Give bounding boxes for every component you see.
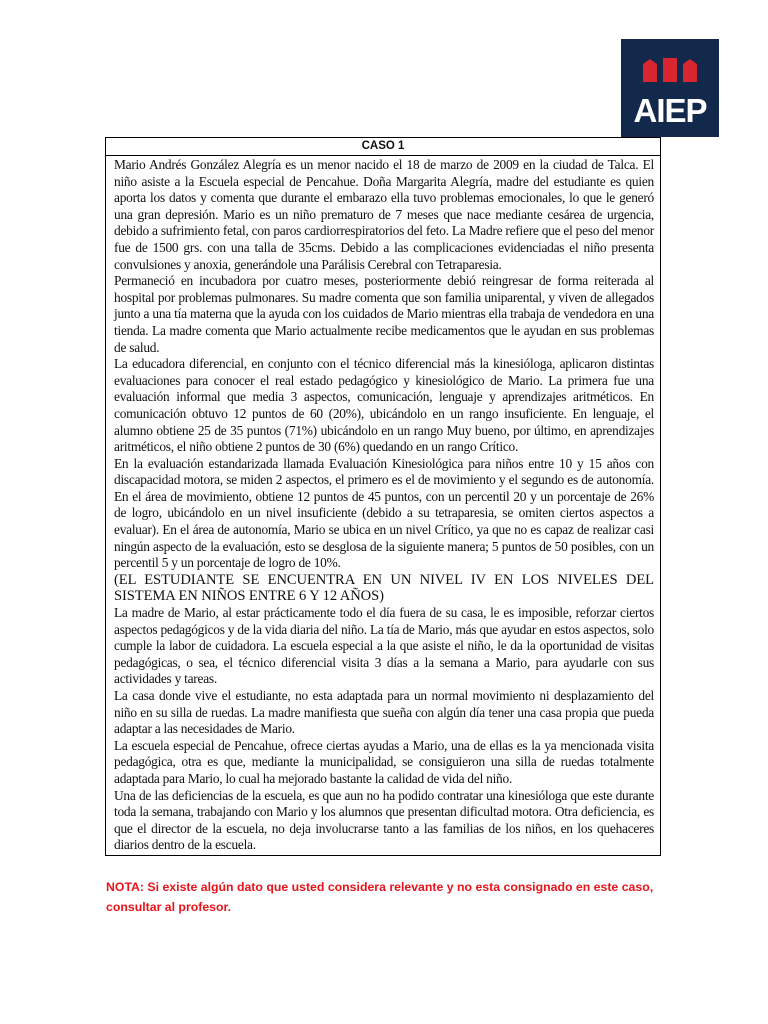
case-paragraph: La casa donde vive el estudiante, no esta adaptada para un normal movimiento ni desplazamiento del niño en su silla de ruedas. La madre manifiesta que sueña con algún día tener una casa propia que pueda adaptar a las necesidades de Mario. [114, 688, 654, 737]
note-text: NOTA: Si existe algún dato que usted considera relevante y no esta consignado en este caso, consultar al profesor. [106, 880, 654, 914]
case-title: CASO 1 [106, 138, 660, 156]
case-paragraph: Mario Andrés González Alegría es un menor nacido el 18 de marzo de 2009 en la ciudad de Talca. El niño asiste a la Escuela especial de Pencahue. Doña Margarita Alegría, madre del estudiante es quien aporta los datos y comenta que durante el embarazo ella tuvo problemas emocionales, lo que le generó una gran depresión. Mario es un niño prematuro de 7 meses que nace mediante cesárea de urgencia, debido a sufrimiento fetal, con paros cardiorrespiratorios del feto. La Madre refiere que el peso del menor fue de 1500 grs. con una talla de 35cms. Debido a las complicaciones evidenciadas el niño presenta convulsiones y anoxia, generándole una Parálisis Cerebral con Tetraparesia. [114, 157, 654, 272]
case-paragraph: En la evaluación estandarizada llamada Evaluación Kinesiológica para niños entre 10 y 15 años con discapacidad motora, se miden 2 aspectos, el primero es el de movimiento y el segundo es de autonomía. En el área de movimiento, obtiene 12 puntos de 45 puntos, con un percentil 20 y un porcentaje de 26% de logro, ubicándolo en un nivel insuficiente (debido a su tetraparesia, se omiten ciertos aspectos a evaluar). En el área de autonomía, Mario se ubica en un nivel Crítico, ya que no es capaz de realizar casi ningún aspecto de la evaluación, esto se desglosa de la siguiente manera; 5 puntos de 50 posibles, con un percentil 5 y un porcentaje de logro de 10%. [114, 455, 654, 571]
case-level-statement: (EL ESTUDIANTE SE ENCUENTRA EN UN NIVEL IV EN LOS NIVELES DEL SISTEMA EN NIÑOS ENTRE 6 Y 12 AÑOS) [114, 571, 654, 605]
case-table [105, 137, 661, 856]
case-paragraph: La escuela especial de Pencahue, ofrece ciertas ayudas a Mario, una de ellas es la ya mencionada visita pedagógica, otra es que, mediante la municipalidad, se consiguieron una silla de ruedas totalmente adaptada para Mario, lo cual ha mejorado bastante la calidad de vida del niño. [114, 737, 654, 786]
case-body [106, 156, 660, 855]
aiep-logo [621, 39, 719, 137]
case-paragraph: La madre de Mario, al estar prácticamente todo el día fuera de su casa, le es imposible, reforzar ciertos aspectos pedagógicos y de la vida diaria del niño. La tía de Mario, más que ayudar en estos aspectos, solo cumple la labor de cuidadora. La escuela especial a la que asiste el niño, le da la oportunidad de visitas pedagógicas, o sea, el técnico diferencial visita 3 días a la semana a Mario, para ayudarle con sus actividades y tareas. [114, 605, 654, 687]
case-paragraph: Una de las deficiencias de la escuela, es que aun no ha podido contratar una kinesióloga que este durante toda la semana, trabajando con Mario y los alumnos que presentan dificultad motora. Otra deficiencia, es que el director de la escuela, no deja involucrarse tanto a las familias de los niños, en los quehaceres diarios dentro de la escuela. [114, 787, 654, 853]
logo-text: AIEP [633, 92, 707, 129]
case-paragraph: La educadora diferencial, en conjunto con el técnico diferencial más la kinesióloga, aplicaron distintas evaluaciones para conocer el real estado pedagógico y kinesiológico de Mario. La primera fue una evaluación informal que media 3 aspectos, comunicación, lenguaje y aprendizajes aritméticos. En comunicación obtuvo 12 puntos de 60 (20%), ubicándolo en un rango insuficiente. En lenguaje, el alumno obtiene 25 de 35 puntos (71%) ubicándolo en un rango Muy bueno, por último, en aprendizajes aritméticos, el niño obtiene 2 puntos de 30 (6%) quedando en un rango Crítico. [114, 356, 654, 455]
case-paragraph: Permaneció en incubadora por cuatro meses, posteriormente debió reingresar de forma reiterada al hospital por problemas pulmonares. Su madre comenta que son familia uniparental, y viven de allegados junto a una tía materna que la ayuda con los cuidados de Mario mientras ella trabaja de vendedora en una tienda. La madre comenta que Mario actualmente recibe medicamentos que le ayudan en sus problemas de salud. [114, 273, 654, 355]
